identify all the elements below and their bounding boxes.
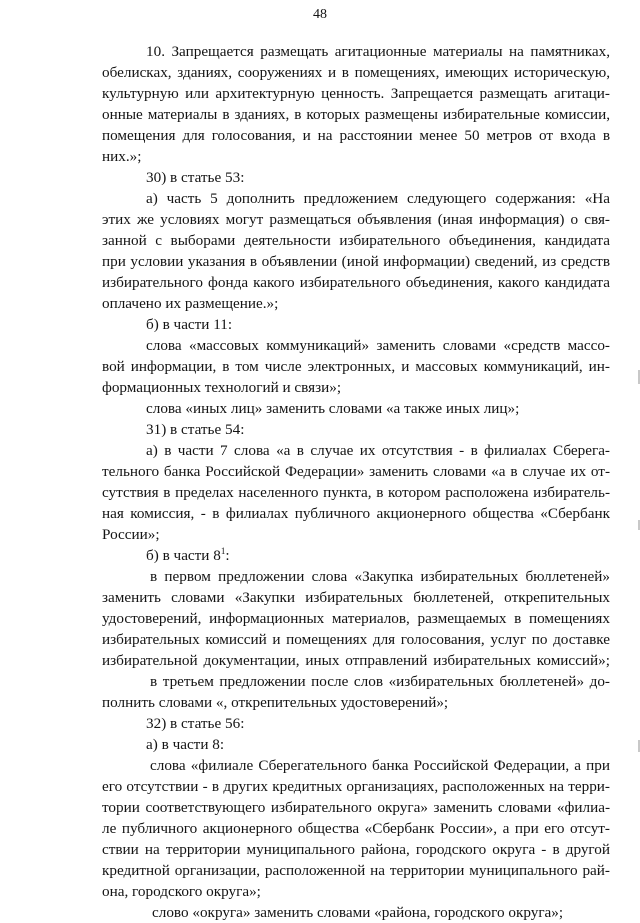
paragraph-line: обелисках, зданиях, сооружениях и в помещениях, имеющих историческую, [102, 64, 610, 81]
paragraph-line: его отсутствии - в других кредитных организациях, расположенных на терри- [102, 778, 610, 795]
paragraph-line: слова «массовых коммуникаций» заменить словами «средств массо- [146, 337, 610, 354]
paragraph-line: вой информации, в том числе электронных, и массовых коммуникаций, ин- [102, 358, 610, 375]
paragraph-line: а) часть 5 дополнить предложением следующего содержания: «На [146, 190, 610, 207]
paragraph-line: России»; [102, 526, 160, 543]
subsection-heading-text: б) в части 8 [146, 547, 221, 564]
paragraph-line: формационных технологий и связи»; [102, 379, 342, 396]
paragraph-line: а) в части 7 слова «а в случае их отсутствия - в филиалах Сберега- [146, 442, 610, 459]
paragraph-line: она, городского округа»; [102, 883, 261, 900]
heading-colon: : [225, 547, 230, 564]
page-number: 48 [313, 7, 327, 22]
paragraph-line: оплачено их размещение.»; [102, 295, 279, 312]
subsection-heading: б) в части 11: [146, 316, 233, 333]
paragraph-line: слова «иных лиц» заменить словами «а также иных лиц»; [146, 400, 520, 417]
paragraph-line: в первом предложении слова «Закупка избирательных бюллетеней» [150, 568, 610, 585]
paragraph-line: кредитной организации, расположенной на территории муниципального рай- [102, 862, 610, 879]
paragraph-line: полнить словами «, открепительных удостоверений»; [102, 694, 449, 711]
paragraph-line: тельного банка Российской Федерации» заменить словами «а в случае их от- [102, 463, 610, 480]
paragraph-line: ле публичного акционерного общества «Сбербанк России», а при его отсут- [102, 820, 610, 837]
paragraph-line: тории соответствующего избирательного округа» заменить словами «филиа- [102, 799, 610, 816]
subsection-heading [102, 545, 610, 566]
paragraph-line: избирательного фонда какого избирательного объединения, какого кандидата [102, 274, 610, 291]
paragraph-line: онные материалы в зданиях, в которых размещены избирательные комиссии, [102, 106, 610, 123]
document-body [102, 41, 610, 923]
superscript: 1 [220, 546, 226, 556]
paragraph-line: ствии на территории муниципального района, городского округа - в другой [102, 841, 610, 858]
paragraph-line: сутствия в пределах населенного пункта, в котором расположена избиратель- [102, 484, 610, 501]
paragraph-line: культурную или архитектурную ценность. Запрещается размещать агитаци- [102, 85, 610, 102]
paragraph-line: этих же условиях могут размещаться объявления (иная информация) о свя- [102, 211, 610, 228]
paragraph-line: помещения для голосования, и на расстоянии менее 50 метров от входа в [102, 127, 610, 144]
paragraph-line: них.»; [102, 148, 142, 165]
paragraph-line: избирательных комиссий и помещениях для голосования, услуг по доставке [102, 631, 610, 648]
paragraph-line: слова «филиале Сберегательного банка Российской Федерации, а при [150, 757, 610, 774]
paragraph-line: удостоверений, информационных материалов, размещаемых в помещениях [102, 610, 610, 627]
paragraph-line: 10. Запрещается размещать агитационные материалы на памятниках, [146, 43, 610, 60]
subsection-heading: а) в части 8: [146, 736, 225, 753]
paragraph-line: избирательной документации, иных отправлений избирательных комиссий»; [102, 652, 610, 669]
section-heading: 30) в статье 53: [146, 169, 245, 186]
section-heading: 31) в статье 54: [146, 421, 245, 438]
paragraph-line: занной с выборами деятельности избирательного объединения, кандидата [102, 232, 610, 249]
paragraph-line: в третьем предложении после слов «избирательных бюллетеней» до- [150, 673, 610, 690]
paragraph-line: слово «округа» заменить словами «района, городского округа»; [152, 904, 564, 921]
paragraph-line: заменить словами «Закупки избирательных бюллетеней, открепительных [102, 589, 610, 606]
section-heading: 32) в статье 56: [146, 715, 245, 732]
paragraph-line: ная комиссия, - в филиалах публичного акционерного общества «Сбербанк [102, 505, 610, 522]
paragraph-line: при условии указания в объявлении (иной информации) сведений, из средств [102, 253, 610, 270]
